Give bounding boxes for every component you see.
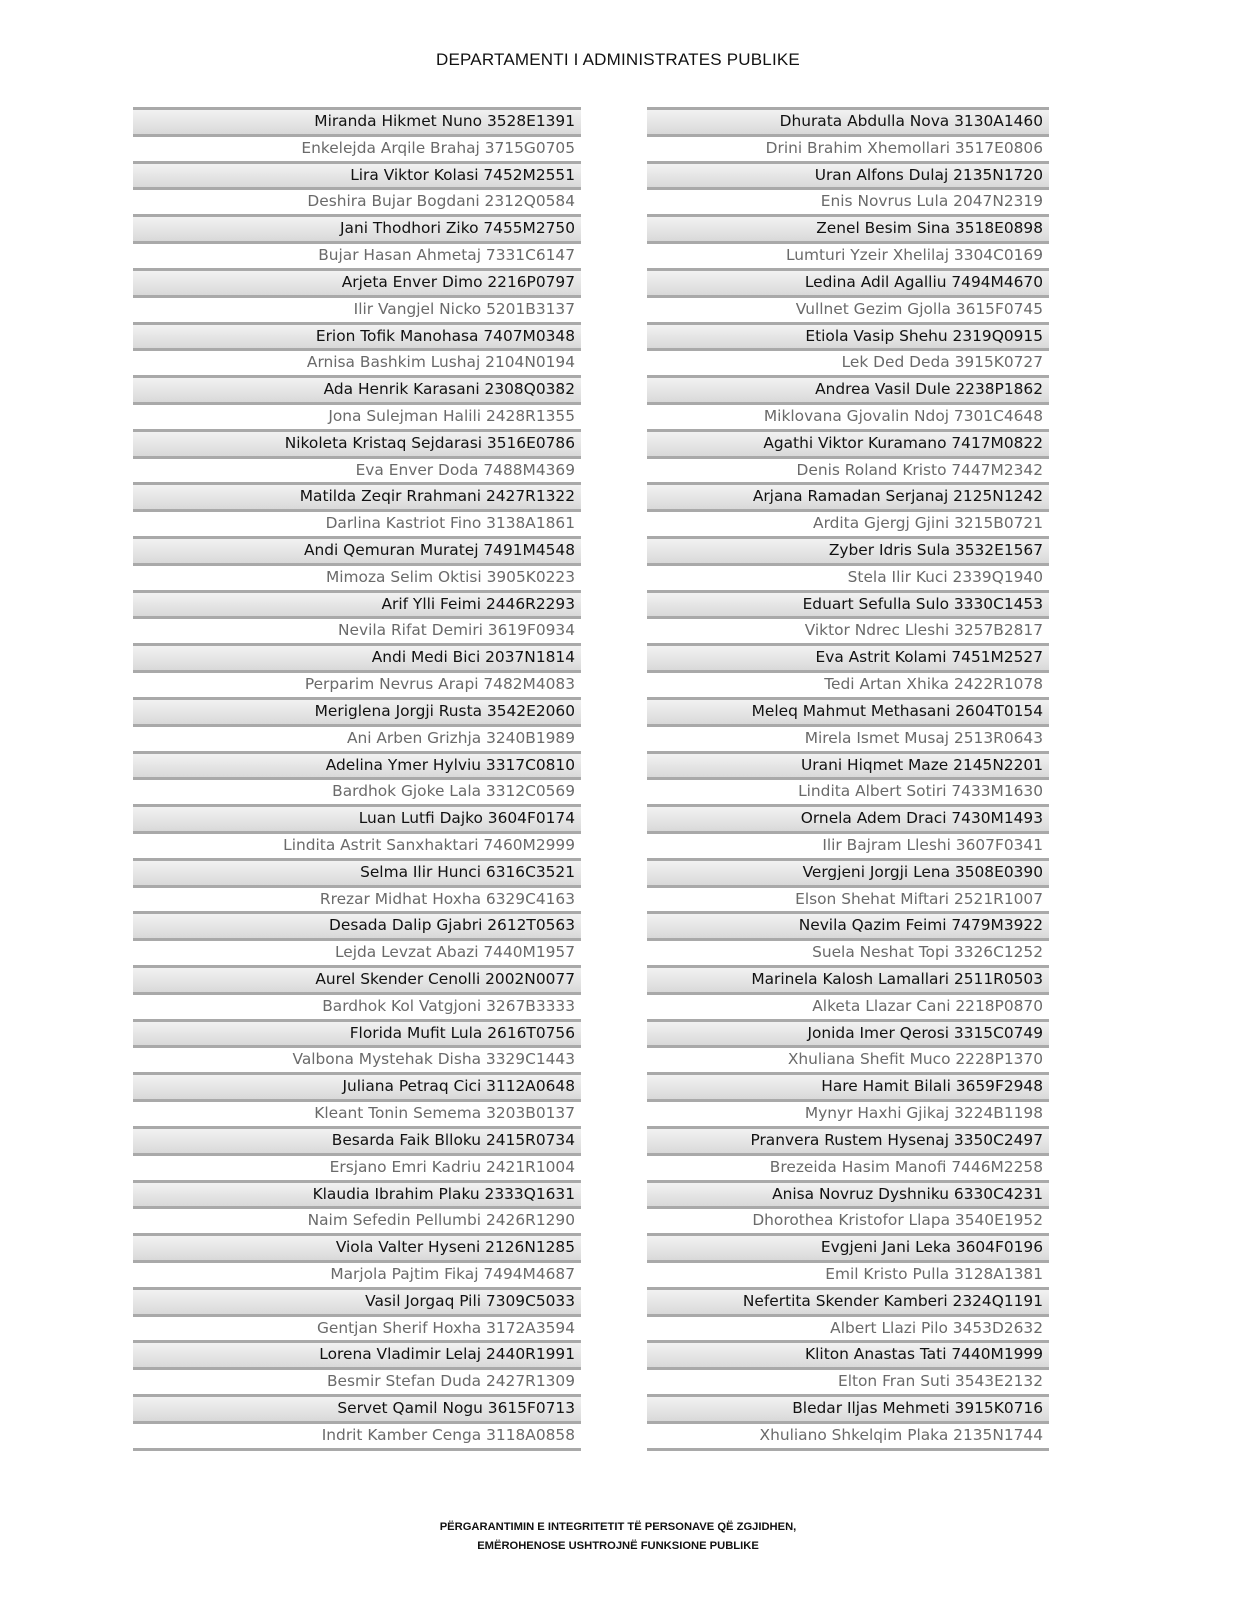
list-item: Gentjan Sherif Hoxha 3172A3594 bbox=[133, 1314, 581, 1341]
list-item: Nikoleta Kristaq Sejdarasi 3516E0786 bbox=[133, 429, 581, 456]
list-item: Ornela Adem Draci 7430M1493 bbox=[647, 804, 1049, 831]
list-item: Elton Fran Suti 3543E2132 bbox=[647, 1367, 1049, 1394]
list-item: Mimoza Selim Oktisi 3905K0223 bbox=[133, 563, 581, 590]
list-item: Lindita Albert Sotiri 7433M1630 bbox=[647, 777, 1049, 804]
list-item: Meriglena Jorgji Rusta 3542E2060 bbox=[133, 697, 581, 724]
list-item: Marjola Pajtim Fikaj 7494M4687 bbox=[133, 1260, 581, 1287]
list-item: Suela Neshat Topi 3326C1252 bbox=[647, 938, 1049, 965]
column-bottom-rule bbox=[647, 1448, 1049, 1451]
column-bottom-rule bbox=[133, 1448, 581, 1451]
page-title: DEPARTAMENTI I ADMINISTRATES PUBLIKE bbox=[436, 50, 800, 69]
list-item: Darlina Kastriot Fino 3138A1861 bbox=[133, 509, 581, 536]
list-item: Ani Arben Grizhja 3240B1989 bbox=[133, 724, 581, 751]
list-item: Dhorothea Kristofor Llapa 3540E1952 bbox=[647, 1206, 1049, 1233]
list-item: Anisa Novruz Dyshniku 6330C4231 bbox=[647, 1180, 1049, 1207]
list-item: Aurel Skender Cenolli 2002N0077 bbox=[133, 965, 581, 992]
list-item: Xhuliano Shkelqim Plaka 2135N1744 bbox=[647, 1421, 1049, 1448]
list-item: Bardhok Gjoke Lala 3312C0569 bbox=[133, 777, 581, 804]
list-item: Mynyr Haxhi Gjikaj 3224B1198 bbox=[647, 1099, 1049, 1126]
list-item: Lorena Vladimir Lelaj 2440R1991 bbox=[133, 1340, 581, 1367]
list-item: Nevila Rifat Demiri 3619F0934 bbox=[133, 616, 581, 643]
list-item: Adelina Ymer Hylviu 3317C0810 bbox=[133, 751, 581, 778]
list-item: Besmir Stefan Duda 2427R1309 bbox=[133, 1367, 581, 1394]
list-item: Denis Roland Kristo 7447M2342 bbox=[647, 456, 1049, 483]
list-item: Kleant Tonin Semema 3203B0137 bbox=[133, 1099, 581, 1126]
list-item: Matilda Zeqir Rrahmani 2427R1322 bbox=[133, 482, 581, 509]
list-item: Agathi Viktor Kuramano 7417M0822 bbox=[647, 429, 1049, 456]
list-item: Bujar Hasan Ahmetaj 7331C6147 bbox=[133, 241, 581, 268]
list-item: Dhurata Abdulla Nova 3130A1460 bbox=[647, 107, 1049, 134]
list-item: Albert Llazi Pilo 3453D2632 bbox=[647, 1314, 1049, 1341]
list-item: Ersjano Emri Kadriu 2421R1004 bbox=[133, 1153, 581, 1180]
list-item: Ilir Bajram Lleshi 3607F0341 bbox=[647, 831, 1049, 858]
list-item: Emil Kristo Pulla 3128A1381 bbox=[647, 1260, 1049, 1287]
list-item: Andi Qemuran Muratej 7491M4548 bbox=[133, 536, 581, 563]
list-item: Ledina Adil Agalliu 7494M4670 bbox=[647, 268, 1049, 295]
right-name-list bbox=[647, 107, 1049, 1451]
list-item: Urani Hiqmet Maze 2145N2201 bbox=[647, 751, 1049, 778]
list-item: Lira Viktor Kolasi 7452M2551 bbox=[133, 161, 581, 188]
list-item: Selma Ilir Hunci 6316C3521 bbox=[133, 858, 581, 885]
list-item: Tedi Artan Xhika 2422R1078 bbox=[647, 670, 1049, 697]
list-item: Mirela Ismet Musaj 2513R0643 bbox=[647, 724, 1049, 751]
list-item: Alketa Llazar Cani 2218P0870 bbox=[647, 992, 1049, 1019]
list-item: Besarda Faik Blloku 2415R0734 bbox=[133, 1126, 581, 1153]
list-item: Arjeta Enver Dimo 2216P0797 bbox=[133, 268, 581, 295]
list-item: Erion Tofik Manohasa 7407M0348 bbox=[133, 322, 581, 349]
list-item: Viola Valter Hyseni 2126N1285 bbox=[133, 1233, 581, 1260]
list-item: Miranda Hikmet Nuno 3528E1391 bbox=[133, 107, 581, 134]
list-item: Ardita Gjergj Gjini 3215B0721 bbox=[647, 509, 1049, 536]
list-item: Deshira Bujar Bogdani 2312Q0584 bbox=[133, 187, 581, 214]
list-item: Drini Brahim Xhemollari 3517E0806 bbox=[647, 134, 1049, 161]
list-item: Juliana Petraq Cici 3112A0648 bbox=[133, 1072, 581, 1099]
list-item: Nevila Qazim Feimi 7479M3922 bbox=[647, 911, 1049, 938]
list-item: Brezeida Hasim Manofi 7446M2258 bbox=[647, 1153, 1049, 1180]
list-item: Luan Lutfi Dajko 3604F0174 bbox=[133, 804, 581, 831]
list-item: Viktor Ndrec Lleshi 3257B2817 bbox=[647, 616, 1049, 643]
list-item: Nefertita Skender Kamberi 2324Q1191 bbox=[647, 1287, 1049, 1314]
list-item: Marinela Kalosh Lamallari 2511R0503 bbox=[647, 965, 1049, 992]
list-item: Uran Alfons Dulaj 2135N1720 bbox=[647, 161, 1049, 188]
footer-line-1: PËRGARANTIMIN E INTEGRITETIT TË PERSONAVE QË ZGJIDHEN, bbox=[439, 1521, 797, 1533]
list-item: Vergjeni Jorgji Lena 3508E0390 bbox=[647, 858, 1049, 885]
list-item: Bledar Iljas Mehmeti 3915K0716 bbox=[647, 1394, 1049, 1421]
list-item: Kliton Anastas Tati 7440M1999 bbox=[647, 1340, 1049, 1367]
list-item: Vullnet Gezim Gjolla 3615F0745 bbox=[647, 295, 1049, 322]
list-item: Miklovana Gjovalin Ndoj 7301C4648 bbox=[647, 402, 1049, 429]
list-item: Eva Enver Doda 7488M4369 bbox=[133, 456, 581, 483]
list-item: Pranvera Rustem Hysenaj 3350C2497 bbox=[647, 1126, 1049, 1153]
list-item: Andrea Vasil Dule 2238P1862 bbox=[647, 375, 1049, 402]
list-item: Zyber Idris Sula 3532E1567 bbox=[647, 536, 1049, 563]
list-item: Florida Mufit Lula 2616T0756 bbox=[133, 1019, 581, 1046]
list-item: Enis Novrus Lula 2047N2319 bbox=[647, 187, 1049, 214]
list-item: Meleq Mahmut Methasani 2604T0154 bbox=[647, 697, 1049, 724]
list-item: Desada Dalip Gjabri 2612T0563 bbox=[133, 911, 581, 938]
list-item: Indrit Kamber Cenga 3118A0858 bbox=[133, 1421, 581, 1448]
footer bbox=[0, 1518, 1236, 1556]
list-item: Lindita Astrit Sanxhaktari 7460M2999 bbox=[133, 831, 581, 858]
list-item: Naim Sefedin Pellumbi 2426R1290 bbox=[133, 1206, 581, 1233]
list-item: Stela Ilir Kuci 2339Q1940 bbox=[647, 563, 1049, 590]
list-item: Bardhok Kol Vatgjoni 3267B3333 bbox=[133, 992, 581, 1019]
list-item: Eduart Sefulla Sulo 3330C1453 bbox=[647, 590, 1049, 617]
list-item: Ilir Vangjel Nicko 5201B3137 bbox=[133, 295, 581, 322]
list-item: Enkelejda Arqile Brahaj 3715G0705 bbox=[133, 134, 581, 161]
list-item: Ada Henrik Karasani 2308Q0382 bbox=[133, 375, 581, 402]
list-item: Rrezar Midhat Hoxha 6329C4163 bbox=[133, 885, 581, 912]
footer-line-2: EMËROHENOSE USHTROJNË FUNKSIONE PUBLIKE bbox=[477, 1540, 759, 1552]
list-item: Servet Qamil Nogu 3615F0713 bbox=[133, 1394, 581, 1421]
list-item: Vasil Jorgaq Pili 7309C5033 bbox=[133, 1287, 581, 1314]
list-item: Etiola Vasip Shehu 2319Q0915 bbox=[647, 322, 1049, 349]
list-item: Elson Shehat Miftari 2521R1007 bbox=[647, 885, 1049, 912]
list-item: Lejda Levzat Abazi 7440M1957 bbox=[133, 938, 581, 965]
list-item: Arjana Ramadan Serjanaj 2125N1242 bbox=[647, 482, 1049, 509]
left-name-list bbox=[133, 107, 581, 1451]
list-item: Lek Ded Deda 3915K0727 bbox=[647, 348, 1049, 375]
list-item: Andi Medi Bici 2037N1814 bbox=[133, 643, 581, 670]
list-item: Evgjeni Jani Leka 3604F0196 bbox=[647, 1233, 1049, 1260]
list-item: Eva Astrit Kolami 7451M2527 bbox=[647, 643, 1049, 670]
list-item: Arif Ylli Feimi 2446R2293 bbox=[133, 590, 581, 617]
list-item: Zenel Besim Sina 3518E0898 bbox=[647, 214, 1049, 241]
list-item: Lumturi Yzeir Xhelilaj 3304C0169 bbox=[647, 241, 1049, 268]
list-item: Valbona Mystehak Disha 3329C1443 bbox=[133, 1045, 581, 1072]
list-item: Hare Hamit Bilali 3659F2948 bbox=[647, 1072, 1049, 1099]
list-item: Perparim Nevrus Arapi 7482M4083 bbox=[133, 670, 581, 697]
list-item: Arnisa Bashkim Lushaj 2104N0194 bbox=[133, 348, 581, 375]
list-item: Klaudia Ibrahim Plaku 2333Q1631 bbox=[133, 1180, 581, 1207]
list-item: Jani Thodhori Ziko 7455M2750 bbox=[133, 214, 581, 241]
list-item: Jona Sulejman Halili 2428R1355 bbox=[133, 402, 581, 429]
list-item: Jonida Imer Qerosi 3315C0749 bbox=[647, 1019, 1049, 1046]
list-item: Xhuliana Shefit Muco 2228P1370 bbox=[647, 1045, 1049, 1072]
